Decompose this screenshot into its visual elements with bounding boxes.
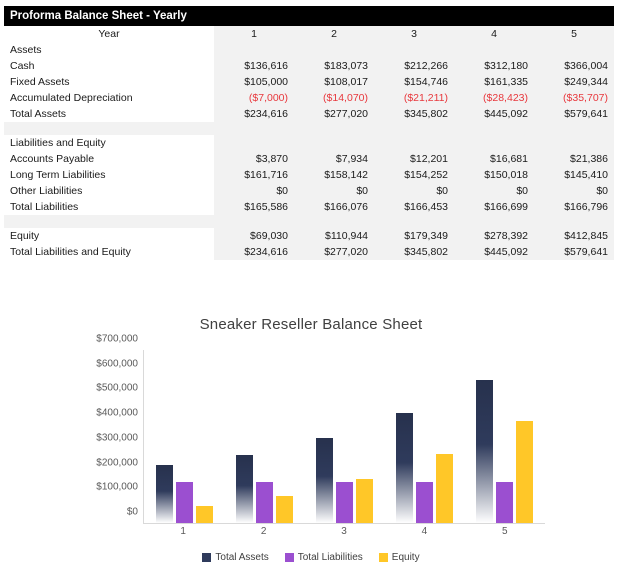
chart-bar-total-assets[interactable] (236, 455, 253, 523)
row-value: ($21,211) (374, 90, 454, 106)
row-value: $158,142 (294, 167, 374, 183)
section-heading: Liabilities and Equity (4, 135, 214, 151)
chart-bar-total-liabilities[interactable] (176, 482, 193, 523)
table-row (4, 183, 614, 199)
empty-cell (454, 135, 534, 151)
row-label: Fixed Assets (4, 74, 214, 90)
empty-cell (214, 42, 294, 58)
row-value: $154,252 (374, 167, 454, 183)
row-value: $179,349 (374, 228, 454, 244)
row-value: $445,092 (454, 106, 534, 122)
row-value: $579,641 (534, 244, 614, 260)
row-label: Accounts Payable (4, 151, 214, 167)
chart-x-tick-label: 2 (260, 526, 267, 537)
row-value: $234,616 (214, 244, 294, 260)
legend-swatch-icon (379, 553, 388, 562)
row-value: $166,076 (294, 199, 374, 215)
row-value: $69,030 (214, 228, 294, 244)
table-row (4, 58, 614, 74)
chart-y-tick-label: $300,000 (96, 432, 138, 444)
table-spacer-cell (4, 215, 614, 228)
row-value: $16,681 (454, 151, 534, 167)
table-row (4, 167, 614, 183)
row-value: $278,392 (454, 228, 534, 244)
table-row (4, 106, 614, 122)
row-value: $345,802 (374, 106, 454, 122)
column-header-year-5: 5 (534, 26, 614, 42)
chart-bar-equity[interactable] (516, 421, 533, 523)
row-value: $108,017 (294, 74, 374, 90)
row-value: $0 (214, 183, 294, 199)
row-value: ($35,707) (534, 90, 614, 106)
table-spacer-row (4, 122, 614, 135)
section-heading-row (4, 42, 614, 58)
row-value: $445,092 (454, 244, 534, 260)
row-value: $12,201 (374, 151, 454, 167)
table-row (4, 199, 614, 215)
table-header-row (4, 26, 614, 42)
row-value: $161,335 (454, 74, 534, 90)
empty-cell (454, 42, 534, 58)
empty-cell (374, 42, 454, 58)
chart-bar-total-liabilities[interactable] (416, 482, 433, 523)
table-spacer-row (4, 215, 614, 228)
chart-x-tick-label: 1 (180, 526, 186, 537)
chart-bar-group (144, 350, 224, 523)
table-row (4, 151, 614, 167)
row-value: $150,018 (454, 167, 534, 183)
chart-plot-area (96, 333, 545, 524)
row-value: $0 (294, 183, 374, 199)
sheet-title: Proforma Balance Sheet - Yearly (4, 6, 614, 26)
row-value: $0 (374, 183, 454, 199)
row-label: Total Liabilities (4, 199, 214, 215)
chart-bar-equity[interactable] (436, 454, 453, 523)
table-row (4, 244, 614, 260)
row-value: $166,453 (374, 199, 454, 215)
column-header-year: Year (4, 26, 214, 42)
table-row (4, 74, 614, 90)
row-value: ($28,423) (454, 90, 534, 106)
row-value: $3,870 (214, 151, 294, 167)
row-value: ($7,000) (214, 90, 294, 106)
chart-legend-item[interactable] (379, 552, 420, 563)
row-value: $105,000 (214, 74, 294, 90)
chart-bar-total-liabilities[interactable] (256, 482, 273, 523)
empty-cell (294, 135, 374, 151)
row-value: $136,616 (214, 58, 294, 74)
row-label: Equity (4, 228, 214, 244)
legend-label: Total Assets (215, 552, 269, 563)
legend-swatch-icon (285, 553, 294, 562)
chart-y-tick-label: $700,000 (96, 333, 138, 345)
row-label: Long Term Liabilities (4, 167, 214, 183)
row-label: Cash (4, 58, 214, 74)
chart-bar-total-assets[interactable] (316, 438, 333, 523)
chart-x-tick-label: 4 (421, 526, 428, 537)
section-heading: Assets (4, 42, 214, 58)
chart-y-tick-label: $400,000 (96, 407, 138, 419)
row-value: $366,004 (534, 58, 614, 74)
chart-bar-group (224, 350, 304, 523)
legend-label: Equity (391, 552, 420, 563)
chart-legend-item[interactable] (285, 552, 363, 563)
row-value: $277,020 (294, 244, 374, 260)
chart-y-tick-label: $500,000 (96, 382, 138, 394)
chart-y-tick-label: $100,000 (96, 481, 138, 493)
chart-y-tick-label: $0 (126, 506, 138, 518)
chart-container (0, 302, 622, 582)
chart-bar-total-assets[interactable] (476, 380, 493, 523)
row-value: $212,266 (374, 58, 454, 74)
chart-y-tick-label: $200,000 (96, 457, 138, 469)
row-label: Total Assets (4, 106, 214, 122)
row-value: $412,845 (534, 228, 614, 244)
row-value: $110,944 (294, 228, 374, 244)
chart-bar-group (385, 350, 465, 523)
row-value: $21,386 (534, 151, 614, 167)
row-value: $0 (454, 183, 534, 199)
row-value: $234,616 (214, 106, 294, 122)
empty-cell (374, 135, 454, 151)
section-heading-row (4, 135, 614, 151)
balance-sheet-table (4, 26, 614, 260)
table-spacer-cell (4, 122, 614, 135)
row-label: Other Liabilities (4, 183, 214, 199)
table-row (4, 90, 614, 106)
row-value: $249,344 (534, 74, 614, 90)
chart-bar-equity[interactable] (276, 496, 293, 523)
legend-swatch-icon (202, 553, 211, 562)
chart-bar-group (465, 350, 545, 523)
row-value: $345,802 (374, 244, 454, 260)
row-value: $183,073 (294, 58, 374, 74)
row-value: $7,934 (294, 151, 374, 167)
chart-bar-equity[interactable] (196, 506, 213, 523)
empty-cell (294, 42, 374, 58)
row-value: $165,586 (214, 199, 294, 215)
empty-cell (534, 42, 614, 58)
chart-x-tick-label: 5 (502, 526, 508, 537)
chart-x-tick-label: 3 (341, 526, 347, 537)
row-value: $0 (534, 183, 614, 199)
row-value: $154,746 (374, 74, 454, 90)
chart-bar-group (304, 350, 384, 523)
chart-title: Sneaker Reseller Balance Sheet (199, 316, 423, 333)
column-header-year-3: 3 (374, 26, 454, 42)
row-value: $161,716 (214, 167, 294, 183)
chart-x-axis-labels (143, 526, 545, 537)
chart-bar-total-assets[interactable] (156, 465, 173, 523)
row-value: ($14,070) (294, 90, 374, 106)
row-value: $145,410 (534, 167, 614, 183)
column-header-year-4: 4 (454, 26, 534, 42)
row-label: Total Liabilities and Equity (4, 244, 214, 260)
chart-bar-total-assets[interactable] (396, 413, 413, 523)
legend-label: Total Liabilities (297, 552, 363, 563)
chart-y-tick-label: $600,000 (96, 358, 138, 370)
row-value: $312,180 (454, 58, 534, 74)
row-value: $166,796 (534, 199, 614, 215)
chart-legend (0, 552, 622, 563)
row-label: Accumulated Depreciation (4, 90, 214, 106)
column-header-year-2: 2 (294, 26, 374, 42)
row-value: $166,699 (454, 199, 534, 215)
chart-bar-total-liabilities[interactable] (496, 482, 513, 523)
row-value: $579,641 (534, 106, 614, 122)
chart-bar-total-liabilities[interactable] (336, 482, 353, 523)
empty-cell (534, 135, 614, 151)
table-row (4, 228, 614, 244)
row-value: $277,020 (294, 106, 374, 122)
chart-bar-equity[interactable] (356, 479, 373, 523)
column-header-year-1: 1 (214, 26, 294, 42)
chart-legend-item[interactable] (202, 552, 268, 563)
empty-cell (214, 135, 294, 151)
